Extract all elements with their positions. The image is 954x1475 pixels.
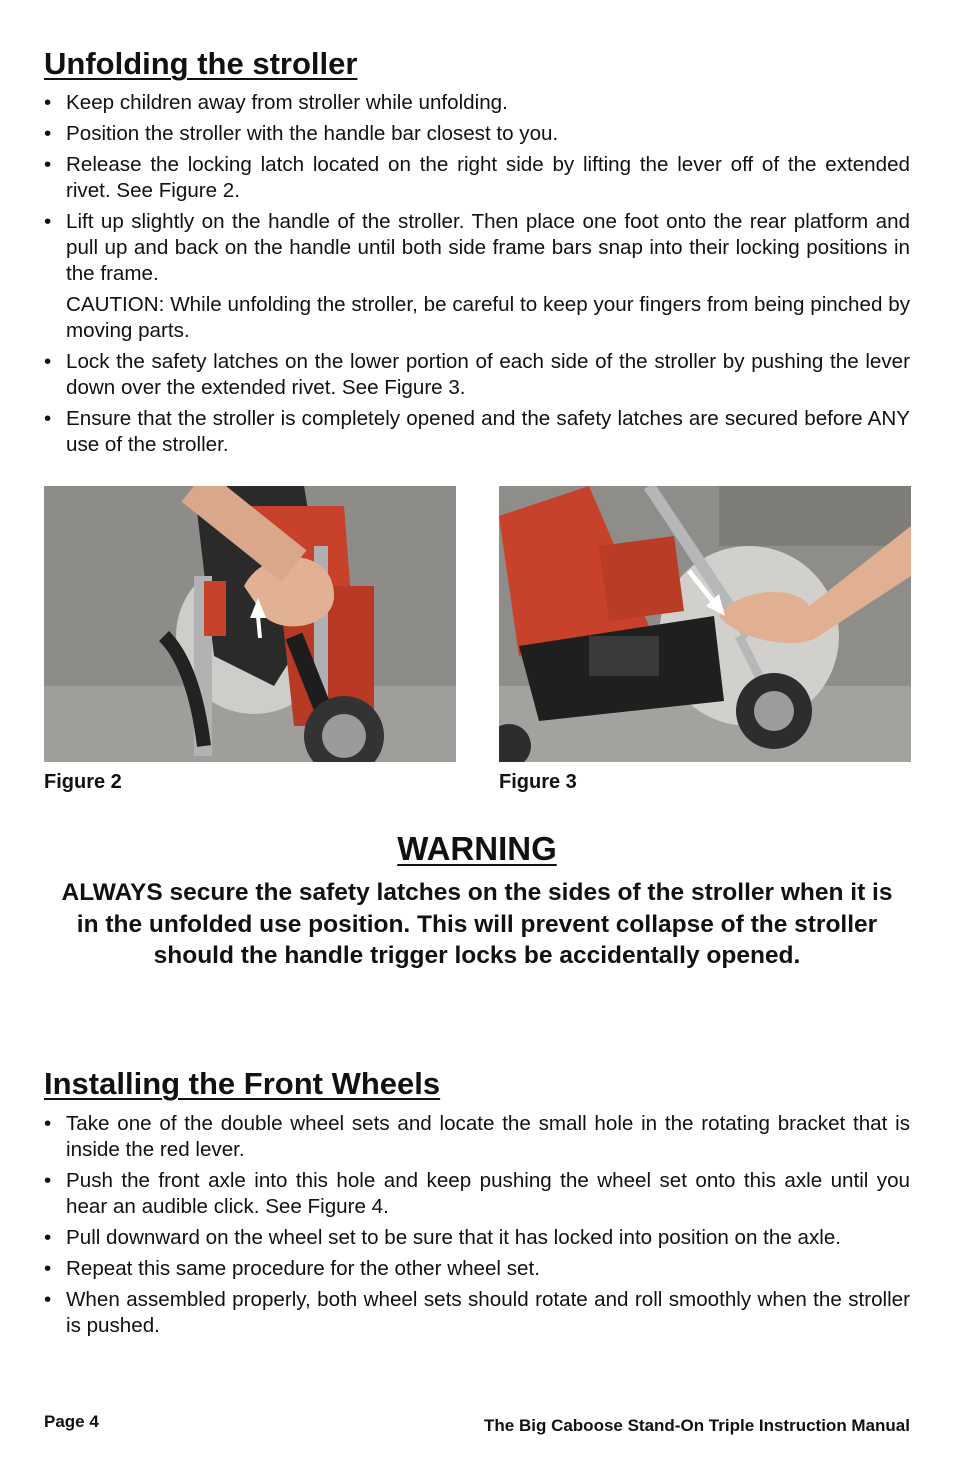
figure-2-illustration (44, 486, 456, 762)
list-item: • Keep children away from stroller while unfolding. (44, 91, 508, 114)
list-item: • Ensure that the stroller is completely opened and the safety latches are secured before ANY use of the stroller. (44, 407, 910, 456)
list-item: • Push the front axle into this hole and keep pushing the wheel set onto this axle until you hear an audible click. See Figure 4. (44, 1169, 910, 1218)
figure-2-caption: Figure 2 (44, 771, 122, 793)
list-item: • Lock the safety latches on the lower portion of each side of the stroller by pushing the lever down over the extended rivet. See Figure 3. (44, 350, 910, 399)
list-item: • Pull downward on the wheel set to be sure that it has locked into position on the axle. (44, 1226, 842, 1249)
warning-text: ALWAYS secure the safety latches on the sides of the stroller when it is in the unfolded use position. This will prevent collapse of the stroller should the handle trigger locks be accidentally opened. (61, 879, 893, 969)
list-item: • When assembled properly, both wheel sets should rotate and roll smoothly when the stroller is pushed. (44, 1288, 910, 1337)
figure-3-photo (499, 486, 911, 762)
list-item: • Release the locking latch located on the right side by lifting the lever off of the extended rivet. See Figure 2. (44, 153, 910, 202)
caution-note: CAUTION: While unfolding the stroller, be careful to keep your fingers from being pinched by moving parts. (66, 293, 910, 342)
section-title-unfolding: Unfolding the stroller (44, 46, 358, 81)
section-title-front-wheels: Installing the Front Wheels (44, 1066, 441, 1101)
front-wheels-steps-list (44, 1111, 910, 1344)
warning-title: WARNING (397, 830, 557, 867)
manual-title: The Big Caboose Stand-On Triple Instruction Manual (484, 1416, 910, 1435)
figure-3-caption: Figure 3 (499, 771, 577, 793)
page-number: Page 4 (44, 1412, 99, 1431)
unfolding-steps-list (44, 90, 910, 463)
list-item: • Position the stroller with the handle bar closest to you. (44, 122, 559, 145)
figure-3-illustration (499, 486, 911, 762)
list-item: • Repeat this same procedure for the other wheel set. (44, 1257, 540, 1280)
figure-2-photo (44, 486, 456, 762)
list-item: • Lift up slightly on the handle of the stroller. Then place one foot onto the rear platform and pull up and back on the handle until both side frame bars snap into their locking positions in the frame. (44, 210, 910, 285)
list-item: • Take one of the double wheel sets and locate the small hole in the rotating bracket that is inside the red lever. (44, 1112, 910, 1161)
